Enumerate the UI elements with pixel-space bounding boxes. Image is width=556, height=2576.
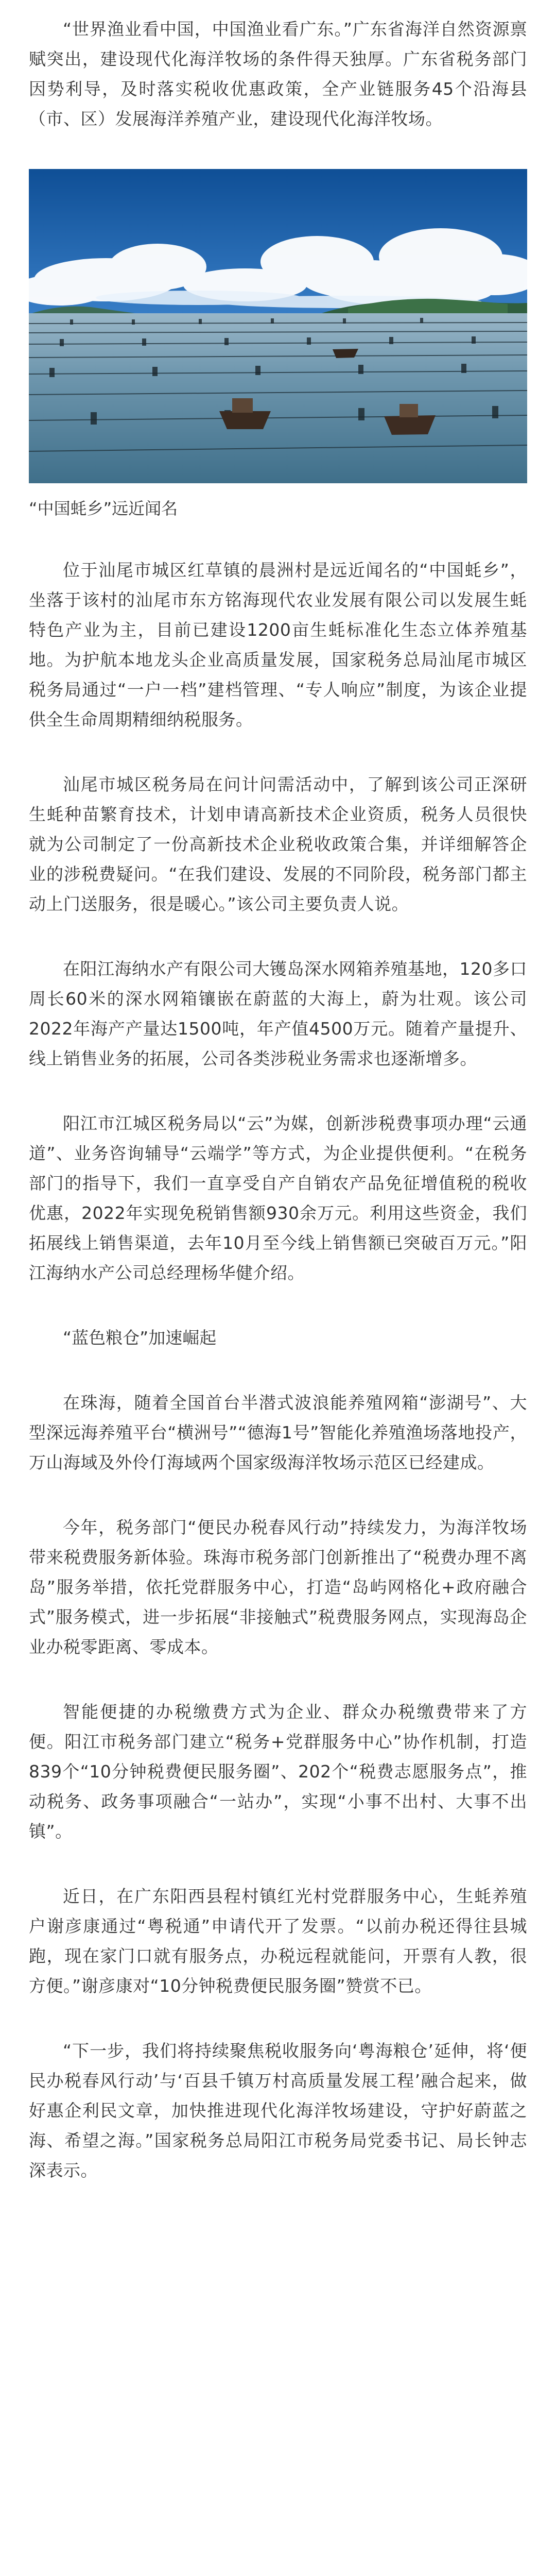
body-paragraph: 在珠海，随着全国首台半潜式波浪能养殖网箱“澎湖号”、大型深远海养殖平台“横洲号”“德海1号”智能化养殖渔场落地投产，万山海域及外伶仃海域两个国家级海洋牧场示范区已经建成。 xyxy=(29,1393,527,1472)
oyster-farm-photo xyxy=(29,169,527,483)
closing-paragraph: “下一步，我们将持续聚焦税收服务向‘粤海粮仓’延伸，将‘便民办税春风行动’与‘百县千镇万村高质量发展工程’融合起来，做好惠企利民文章，加快推进现代化海洋牧场建设，守护好蔚蓝之海、希望之海。”国家税务总局阳江市税务局党委书记、局长钟志深表示。 xyxy=(29,2041,527,2180)
section-subheading: “蓝色粮仓”加速崛起 xyxy=(63,1328,217,1348)
intro-paragraph: “世界渔业看中国，中国渔业看广东。”广东省海洋自然资源禀赋突出，建设现代化海洋牧场的条件得天独厚。广东省税务部门因势利导，及时落实税收优惠政策，全产业链服务45个沿海县（市、区）发展海洋养殖产业，建设现代化海洋牧场。 xyxy=(29,19,527,129)
body-paragraph: 今年，税务部门“便民办税春风行动”持续发力，为海洋牧场带来税费服务新体验。珠海市税务部门创新推出了“税费办理不离岛”服务举措，依托党群服务中心，打造“岛屿网格化+政府融合式”服务模式，进一步拓展“非接触式”税费服务网点，实现海岛企业办税零距离、零成本。 xyxy=(29,1517,527,1657)
photo-caption: “中国蚝乡”远近闻名 xyxy=(29,499,178,518)
body-paragraph: 位于汕尾市城区红草镇的晨洲村是远近闻名的“中国蚝乡”，坐落于该村的汕尾市东方铭海现代农业发展有限公司以发展生蚝特色产业为主，目前已建设1200亩生蚝标准化生态立体养殖基地。为护航本地龙头企业高质量发展，国家税务总局汕尾市城区税务局通过“一户一档”建档管理、“专人响应”制度，为该企业提供全生命周期精细纳税服务。 xyxy=(29,560,527,730)
body-paragraph: 智能便捷的办税缴费方式为企业、群众办税缴费带来了方便。阳江市税务部门建立“税务+党群服务中心”协作机制，打造839个“10分钟税费便民服务圈”、202个“税费志愿服务点”，推动税务、政务事项融合“一站办”，实现“小事不出村、大事不出镇”。 xyxy=(29,1702,527,1841)
body-paragraph: 在阳江海纳水产有限公司大镬岛深水网箱养殖基地，120多口周长60米的深水网箱镶嵌在蔚蓝的大海上，蔚为壮观。该公司2022年海产产量达1500吨，年产值4500万元。随着产量提升、线上销售业务的拓展，公司各类涉税业务需求也逐渐增多。 xyxy=(29,959,527,1069)
body-paragraph: 阳江市江城区税务局以“云”为媒，创新涉税费事项办理“云通道”、业务咨询辅导“云端学”等方式，为企业提供便利。“在税务部门的指导下，我们一直享受自产自销农产品免征增值税的税收优惠，2022年实现免税销售额930余万元。利用这些资金，我们拓展线上销售渠道，去年10月至今线上销售额已突破百万元。”阳江海纳水产公司总经理杨华健介绍。 xyxy=(29,1113,527,1283)
body-paragraph: 汕尾市城区税务局在问计问需活动中，了解到该公司正深研生蚝种苗繁育技术，计划申请高新技术企业资质，税务人员很快就为公司制定了一份高新技术企业税收政策合集，并详细解答企业的涉税费疑问。“在我们建设、发展的不同阶段，税务部门都主动上门送服务，很是暖心。”该公司主要负责人说。 xyxy=(29,774,527,914)
body-paragraph: 近日，在广东阳西县程村镇红光村党群服务中心，生蚝养殖户谢彦康通过“粤税通”申请代开了发票。“以前办税还得往县城跑，现在家门口就有服务点，办税远程就能问，开票有人教，很方便。”谢彦康对“10分钟税费便民服务圈”赞赏不已。 xyxy=(29,1886,527,1996)
